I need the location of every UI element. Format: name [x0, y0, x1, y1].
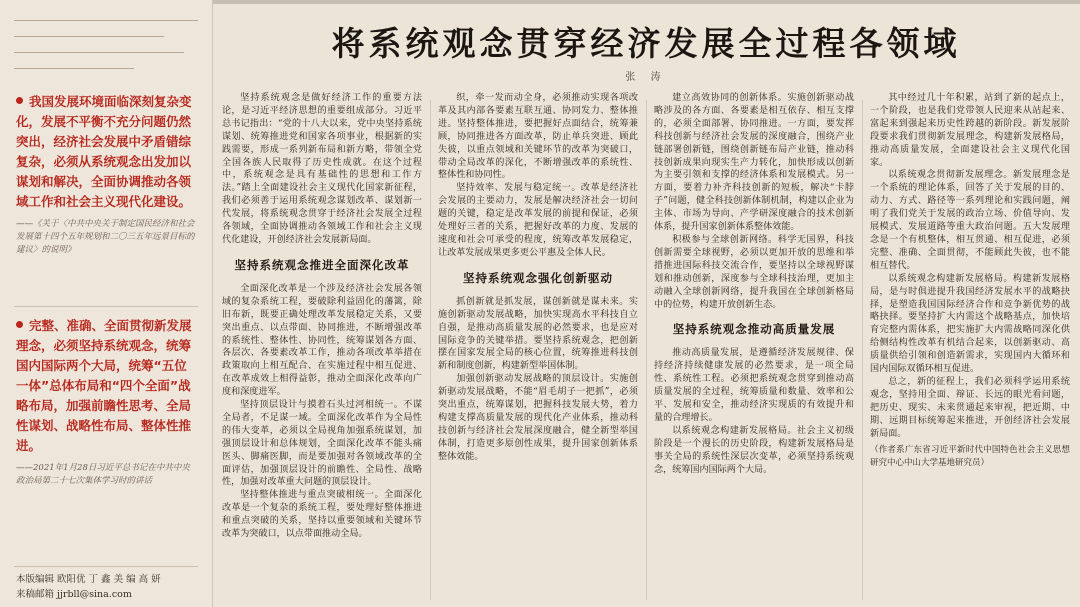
sidebar-quote	[16, 316, 196, 488]
credits-line: 来稿邮箱 jjrbll@sina.com	[16, 589, 132, 600]
headline: 将系统观念贯穿经济发展全过程各领域	[331, 24, 961, 63]
column-rule	[646, 100, 647, 600]
quote-source: ——《关于〈中共中央关于制定国民经济和社会发展第十四个五年规划和二〇三五年远景目标的建议〉的说明》	[16, 219, 195, 255]
credits-line: 本版编辑 欧阳优 丁 鑫 美 编 高 妍	[16, 574, 161, 585]
page-credits	[16, 572, 206, 602]
bullet-icon	[16, 97, 23, 104]
article-column	[870, 92, 1070, 607]
paragraph: 其中经过几十年积累，站到了新的起点上，一个阶段，也是我们党带领人民迎来从站起来、富起来到强起来历史性跨越的新阶段。新发展阶段要求我们贯彻新发展理念，构建新发展格局，推动高质量发展，全面建设社会主义现代化国家。	[870, 93, 1070, 168]
paragraph: 以系统观念构建新发展格局。构建新发展格局，是与时俱进提升我国经济发展水平的战略抉择，是塑造我国国际经济合作和竞争新优势的战略抉择。要坚持扩大内需这个战略基点，加快培育完整内需体系，把实施扩大内需战略同深化供给侧结构性改革有机结合起来，以创新驱动、高质量供给引领和创造新需求，实现国内大循环和国内国际双循环相互促进。	[870, 273, 1070, 375]
paragraph: 坚持效率、发展与稳定统一。改革是经济社会发展的主要动力，发展是解决经济社会一切问题的关键，稳定是改革发展的前提和保证，必须处理好三者的关系，把握好改革的力度、发展的速度和社会可承受的程度，统筹改革发展稳定，让改革发展成果更多更公平惠及全体人民。	[438, 183, 638, 258]
bullet-icon	[16, 321, 23, 328]
byline: 张 涛	[625, 72, 667, 83]
paragraph: 以系统观念贯彻新发展理念。新发展理念是一个系统的理论体系，回答了关于发展的目的、动力、方式、路径等一系列理论和实践问题，阐明了我们党关于发展的政治立场、价值导向、发展模式、发展道路等重大政治问题。五大发展理念是一个有机整体，相互贯通、相互促进，必须完整、准确、全面贯彻，不能顾此失彼，也不能相互替代。	[870, 170, 1070, 271]
quote-text: 完整、准确、全面贯彻新发展理念，必须坚持系统观念，统筹国内国际两个大局，统筹“五位一体”总体布局和“四个全面”战略布局，加强前瞻性思考、全局性谋划、战略性布局、整体性推进。	[16, 318, 192, 453]
paragraph: 坚持系统观念是做好经济工作的重要方法论，是习近平经济思想的重要组成部分。习近平总书记指出：“党的十八大以来，党中央坚持系统谋划、统筹推进党和国家各项事业，根据新的实践需要，形成一系列新布局和新方略，带领全党全国各族人民取得了历史性成就。在这个过程中，系统观念是具有基础性的思想和工作方法。”踏上全面建设社会主义现代化国家新征程，我们必须善于运用系统观念谋划改革、谋划新一代发展，将系统观念贯穿于经济社会发展全过程各领域，全面协调推动各领域工作和社会主义现代化建设，开创经济社会发展新局面。	[222, 93, 422, 245]
article-column	[438, 92, 638, 607]
paragraph: 积极参与全球创新网络。科学无国界，科技创新需要全球视野，必须以更加开放的思维和举措推进国际科技交流合作，要坚持以全球视野谋划和推动创新，深度参与全球科技治理，更加主动融入全球创新网络，提升我国在全球创新格局中的位势，构建开放创新生态。	[654, 234, 854, 310]
article-column	[222, 92, 422, 607]
sidebar-divider	[14, 306, 198, 307]
article-header	[212, 0, 1080, 92]
paragraph: 总之，新的征程上，我们必须科学运用系统观念，坚持用全面、辩证、长远的眼光看问题，把历史、现实、未来贯通起来审视，把近期、中期、远期目标统筹起来推进，开创经济社会发展新局面。	[870, 376, 1070, 439]
paragraph: 织，牵一发而动全身，必须推动实现各项改革及其内部各要素互联互通、协同发力、整体推进。坚持整体推进，要把握好点面结合，统筹兼顾，协同推进各方面改革，防止单兵突进、顾此失彼，以重点领域和关键环节的改革为突破口，带动全局改革的深化，不断增强改革的系统性、整体性和协同性。	[438, 93, 638, 181]
column-rule	[430, 100, 431, 600]
column-rule	[862, 100, 863, 600]
paragraph: 全面深化改革是一个涉及经济社会发展各领域的复杂系统工程，要破除利益固化的藩篱，除旧布新，既要正确处理改革发展稳定关系，又要突出重点、以点带面、协同推进，不断增强改革的系统性、整体性、协同性，统筹谋划各方面、各层次、各要素改革工作，推动各项改革举措在政策取向上相互配合、在实施过程中相互促进、在改革成效上相得益彰，推动全面深化改革向广度和深度进军。	[222, 283, 422, 398]
paragraph: 坚持整体推进与重点突破相统一。全面深化改革是一个复杂的系统工程，要处理好整体推进和重点突破的关系，坚持以重要领域和关键环节改革为突破口，以点带面推动全局。	[222, 490, 422, 540]
paragraph: 坚持顶层设计与摸着石头过河相统一。不谋全局者，不足谋一域。全面深化改革作为全局性的伟大变革，必须以全局视角加强系统谋划，加强顶层设计和总体规划，全面深化改革不能头痛医头、脚痛医脚，而是要加强对各领域改革的全面评估，加强顶层设计的前瞻性、全局性、战略性，加强对改革重大问题的顶层设计。	[222, 400, 422, 488]
quote-text: 我国发展环境面临深刻复杂变化，发展不平衡不充分问题仍然突出，经济社会发展中矛盾错综复杂，必须从系统观念出发加以谋划和解决，全面协调推动各领域工作和社会主义现代化建设。	[16, 94, 192, 209]
section-heading: 坚持系统观念强化创新驱动	[463, 270, 613, 285]
sidebar-divider	[14, 566, 198, 567]
paragraph: 加强创新驱动发展战略的顶层设计。实施创新驱动发展战略，不能“眉毛胡子一把抓”，必须突出重点，统筹谋划，把握科技发展大势，着力构建支撑高质量发展的现代化产业体系，推动科技创新与经济社会发展深度融合，健全新型举国体制，打造更多原创性成果，提升国家创新体系整体效能。	[438, 374, 638, 462]
section-heading: 坚持系统观念推动高质量发展	[672, 322, 836, 337]
section-heading: 坚持系统观念推进全面深化改革	[234, 257, 410, 272]
sidebar-quote	[16, 92, 196, 257]
article-body	[222, 92, 1074, 607]
paragraph: 建立高效协同的创新体系。实施创新驱动战略涉及的各方面、各要素是相互依存、相互支撑的，必须全面部署、协同推进。一方面，要发挥科技创新与经济社会发展的深度融合，围绕产业链部署创新链，围绕创新链布局产业链，推动科技创新成果向现实生产力转化，加快形成以创新为主要引领和支撑的经济体系和发展模式。另一方面，要着力补齐科技创新的短板，解决“卡脖子”问题，健全科技创新体制机制，构建以企业为主体、市场为导向、产学研深度融合的技术创新体系，提升国家创新体系整体效能。	[654, 93, 854, 233]
quote-source: ——2021年1月28日习近平总书记在中共中央政治局第二十七次集体学习时的讲话	[16, 463, 190, 486]
paragraph: 推动高质量发展，是遵循经济发展规律、保持经济持续健康发展的必然要求，是一项全局性、系统性工程。必须把系统观念贯穿到推动高质量发展的全过程，统筹质量和数量、效率和公平、发展和安全，推动经济实现质的有效提升和量的合理增长。	[654, 348, 854, 423]
paragraph: 抓创新就是抓发展，谋创新就是谋未来。实施创新驱动发展战略，加快实现高水平科技自立自强，是推动高质量发展的必然要求，也是应对国际竞争的关键举措。要坚持系统观念，把创新摆在国家发展全局的核心位置，统筹推进科技创新和制度创新，构建新型举国体制。	[438, 296, 638, 372]
sidebar-header-lines	[14, 6, 198, 80]
article-column	[654, 92, 854, 607]
paragraph: 以系统观念构建新发展格局。社会主义初级阶段是一个漫长的历史阶段，构建新发展格局是事关全局的系统性深层次变革，必须坚持系统观念，统筹国内国际两个大局。	[654, 425, 854, 475]
sidebar	[0, 0, 213, 607]
author-note: （作者系广东省习近平新时代中国特色社会主义思想研究中心中山大学基地研究员）	[870, 445, 1070, 469]
